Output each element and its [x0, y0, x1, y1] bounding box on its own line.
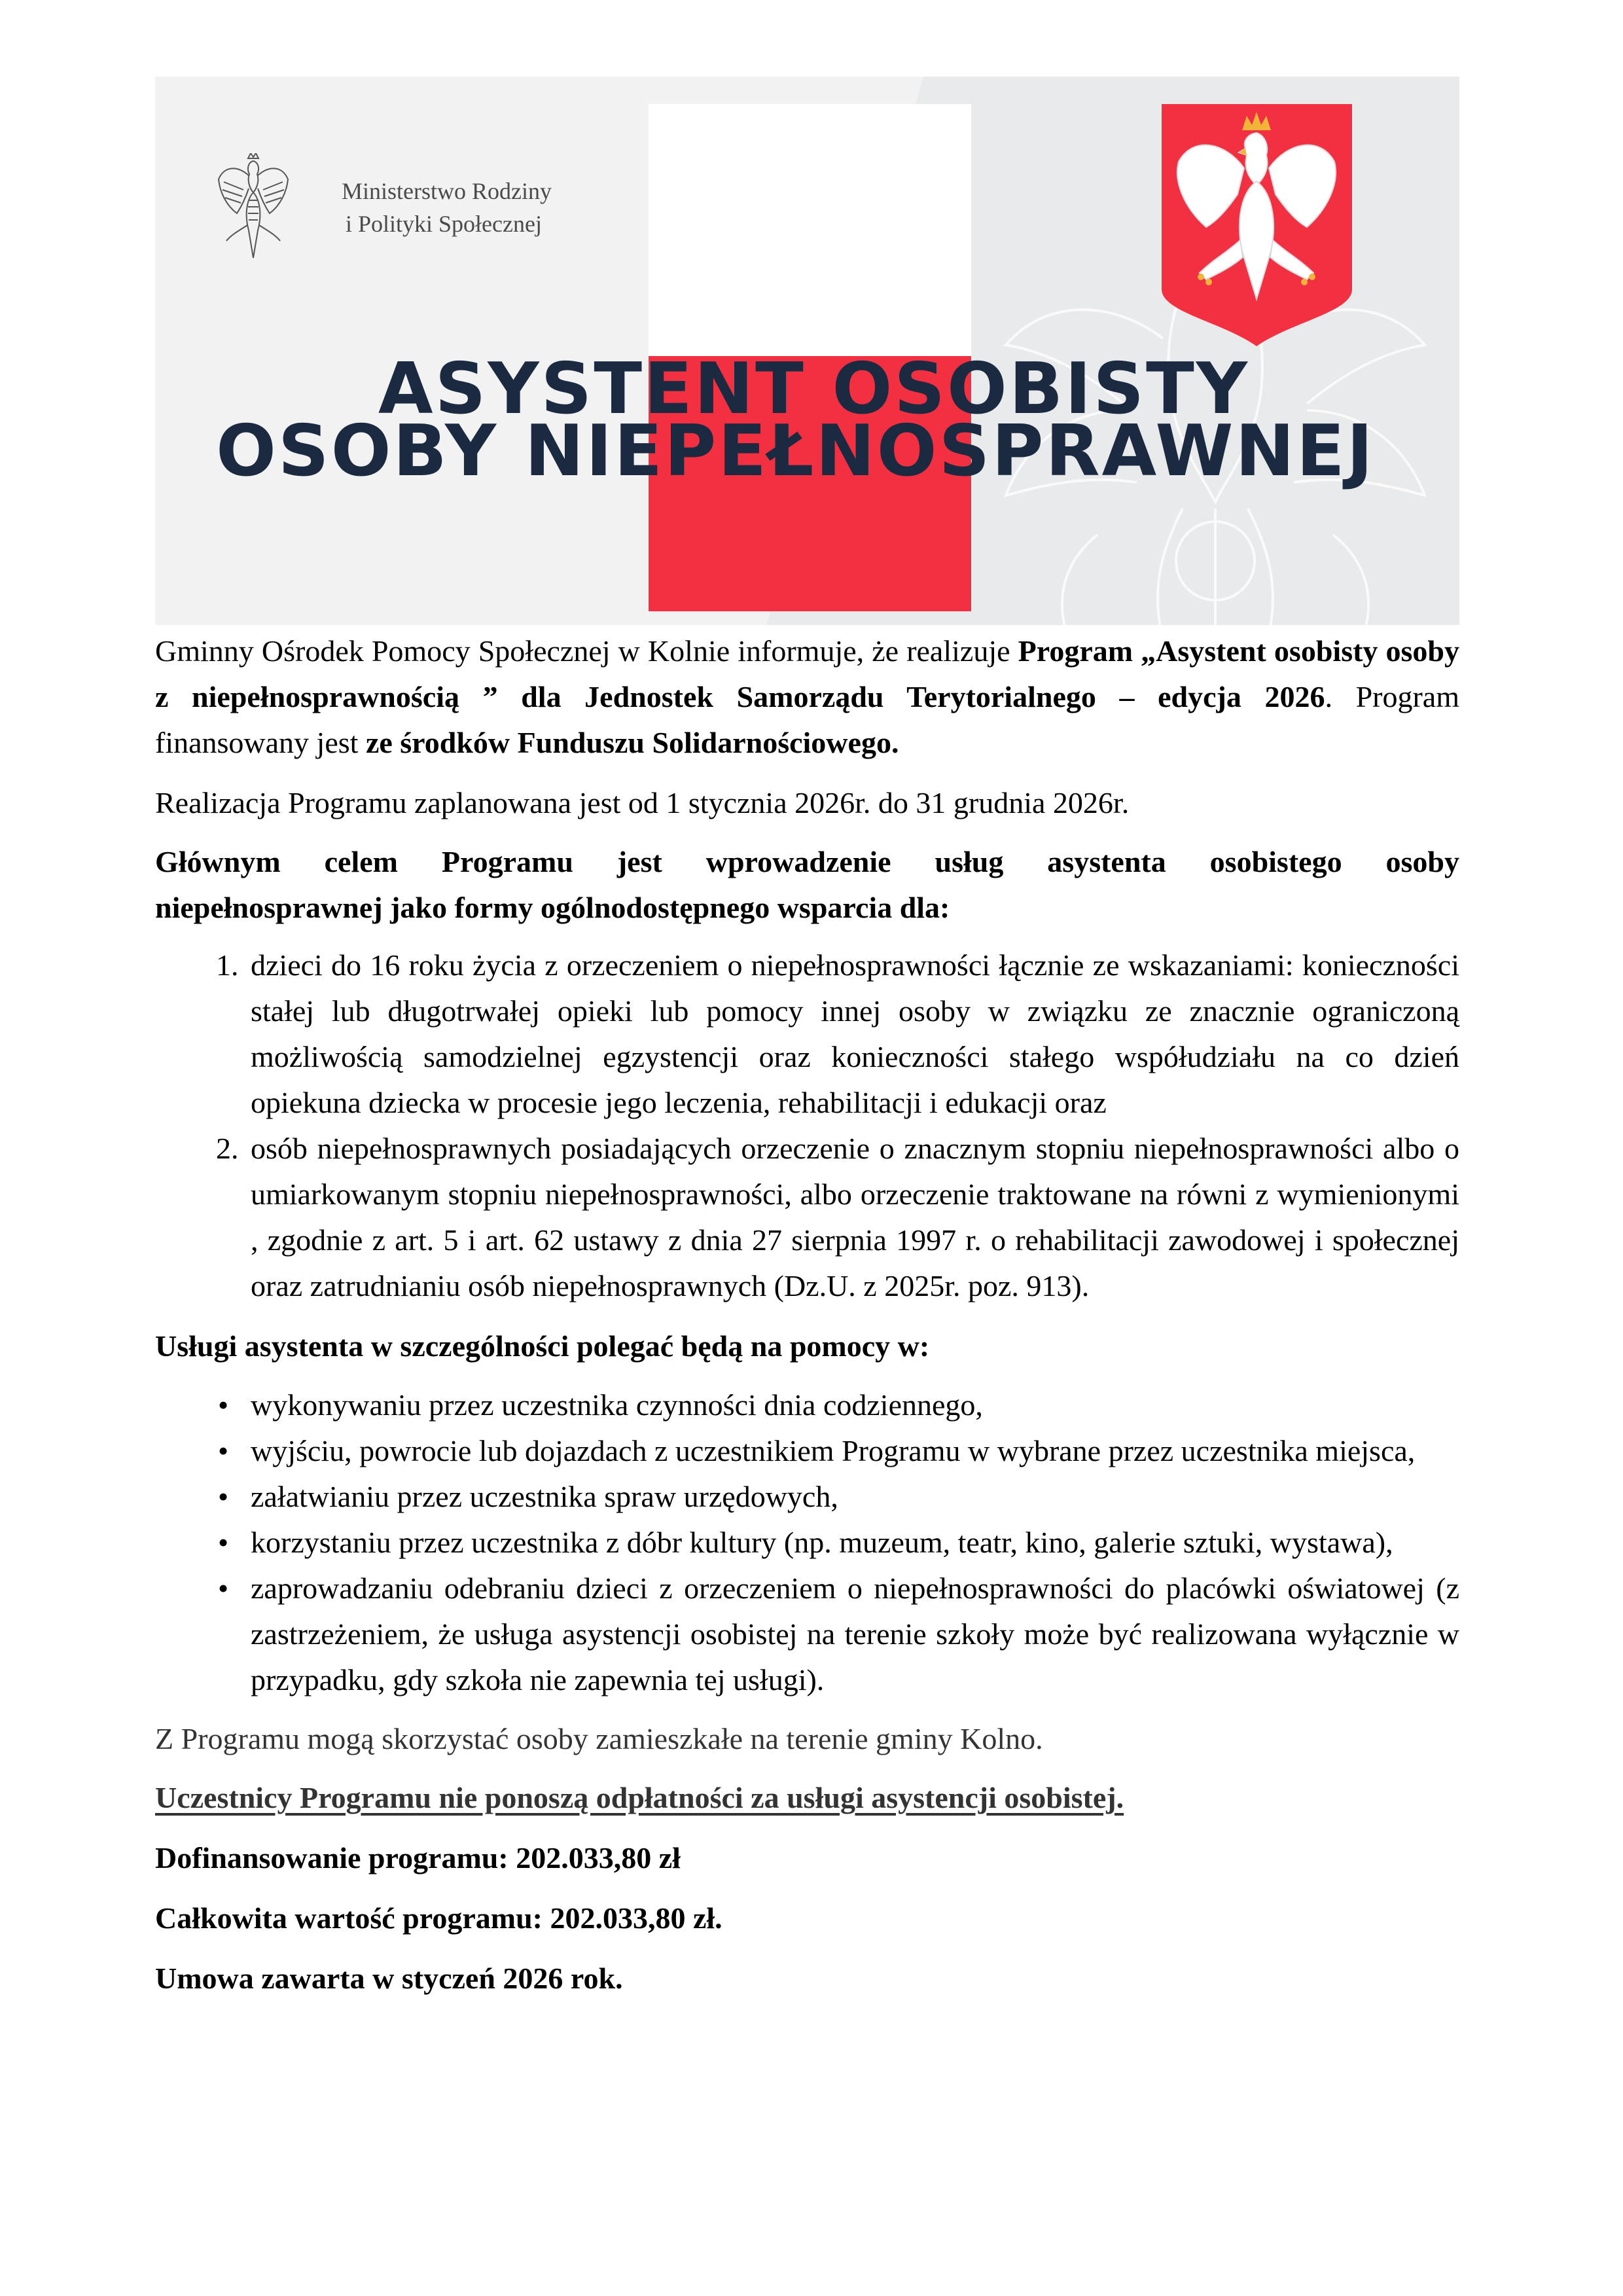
document-body: [155, 628, 1459, 2001]
bullet-icon: •: [218, 1571, 229, 1605]
polish-eagle-outline-icon: [217, 153, 289, 261]
goal-list-item: [155, 1126, 1459, 1309]
service-item: [155, 1382, 1459, 1428]
intro-text-2: . Program finansowany jest: [155, 680, 1459, 759]
service-text: wykonywaniu przez uczestnika czynności dnia codziennego,: [251, 1388, 983, 1422]
service-item: [155, 1566, 1459, 1703]
service-text: wyjściu, powrocie lub dojazdach z uczestnikiem Programu w wybrane przez uczestnika miejsca,: [251, 1434, 1416, 1467]
free-of-charge-notice: [155, 1775, 1459, 1821]
polish-coat-of-arms-icon: [1160, 103, 1353, 348]
ministry-logo: [217, 153, 552, 261]
services-list: [155, 1382, 1459, 1703]
dates-paragraph: Realizacja Programu zaplanowana jest od 1 stycznia 2026r. do 31 grudnia 2026r.: [155, 786, 1130, 819]
banner-title-line1: ASYSTENT OSOBISTY: [378, 348, 1250, 430]
residents-paragraph: Z Programu mogą skorzystać osoby zamieszkałe na terenie gminy Kolno.: [155, 1722, 1043, 1755]
contract-date-text: Umowa zawarta w styczeń 2026 rok.: [155, 1962, 623, 1995]
ministry-name-line2: i Polityki Społecznej: [346, 210, 542, 237]
service-item: [155, 1474, 1459, 1520]
goal-list-item: [155, 942, 1459, 1126]
program-name: Program „Asystent osobisty osoby z niepełnosprawnością ” dla Jednostek Samorządu Terytorialnego – edycja 2026: [155, 634, 1459, 713]
contract-date: [155, 1956, 1459, 2001]
goal-line1: Głównym celem Programu jest wprowadzenie usług asystenta osobistego osoby: [155, 845, 1459, 878]
list-item-text: osób niepełnosprawnych posiadających orzeczenie o znacznym stopniu niepełnosprawności albo o umiarkowanym stopniu niepełnosprawności, albo orzeczenie traktowane na równi z wymienionymi , zgodnie z art. 5 i art. 62 ustawy z dnia 27 sierpnia 1997 r. o rehabilitacji zawodowej i społecznej oraz zatrudnianiu osób niepełnosprawnych (Dz.U. z 2025r. poz. 913).: [251, 1132, 1459, 1302]
free-of-charge-text: Uczestnicy Programu nie ponoszą odpłatności za usługi asystencji osobistej.: [155, 1781, 1124, 1814]
goal-list: [155, 942, 1459, 1309]
bullet-icon: •: [218, 1434, 229, 1467]
goal-paragraph: [155, 839, 1459, 931]
list-item-text: dzieci do 16 roku życia z orzeczeniem o niepełnosprawności łącznie ze wskazaniami: konieczności stałej lub długotrwałej opieki lub pomocy innej osoby w związku ze znacznie ograniczoną możliwością samodzielnej egzystencji oraz konieczności stałego współudziału na co dzień opiekuna dziecka w procesie jego leczenia, rehabilitacji i edukacji oraz: [251, 948, 1459, 1119]
intro-paragraph: [155, 628, 1459, 766]
total-value: [155, 1895, 1459, 1941]
list-number: 1.: [216, 948, 239, 982]
total-value-text: Całkowita wartość programu: 202.033,80 zł.: [155, 1901, 722, 1935]
service-text: korzystaniu przez uczestnika z dóbr kultury (np. muzeum, teatr, kino, galerie sztuki, wystawa),: [251, 1526, 1393, 1559]
service-text: załatwianiu przez uczestnika spraw urzędowych,: [251, 1480, 838, 1513]
ministry-name: [342, 175, 552, 240]
funding-amount: [155, 1835, 1459, 1881]
bullet-icon: •: [218, 1388, 229, 1422]
flag-white-stripe: [649, 104, 971, 356]
funding-amount-text: Dofinansowanie programu: 202.033,80 zł: [155, 1841, 681, 1874]
intro-text-1: Gminny Ośrodek Pomocy Społecznej w Kolnie informuje, że realizuje: [155, 634, 1018, 668]
services-heading-text: Usługi asystenta w szczególności polegać będą na pomocy w:: [155, 1329, 930, 1363]
service-item: [155, 1520, 1459, 1566]
list-number: 2.: [216, 1132, 239, 1165]
service-text: zaprowadzaniu odebraniu dzieci z orzeczeniem o niepełnosprawności do placówki oświatowej (z zastrzeżeniem, że usługa asystencji osobistej na terenie szkoły może być realizowana wyłącznie w przypadku, gdy szkoła nie zapewnia tej usługi).: [251, 1571, 1459, 1696]
bullet-icon: •: [218, 1526, 229, 1559]
funding-source: ze środków Funduszu Solidarnościowego.: [365, 726, 899, 759]
ministry-name-line1: Ministerstwo Rodziny: [342, 177, 552, 204]
program-banner: [155, 77, 1459, 625]
banner-title-line2: OSOBY NIEPEŁNOSPRAWNEJ: [216, 410, 1375, 492]
goal-line2: niepełnosprawnej jako formy ogólnodostępnego wsparcia dla:: [155, 891, 950, 924]
bullet-icon: •: [218, 1480, 229, 1513]
services-heading: [155, 1323, 1459, 1369]
service-item: [155, 1428, 1459, 1474]
